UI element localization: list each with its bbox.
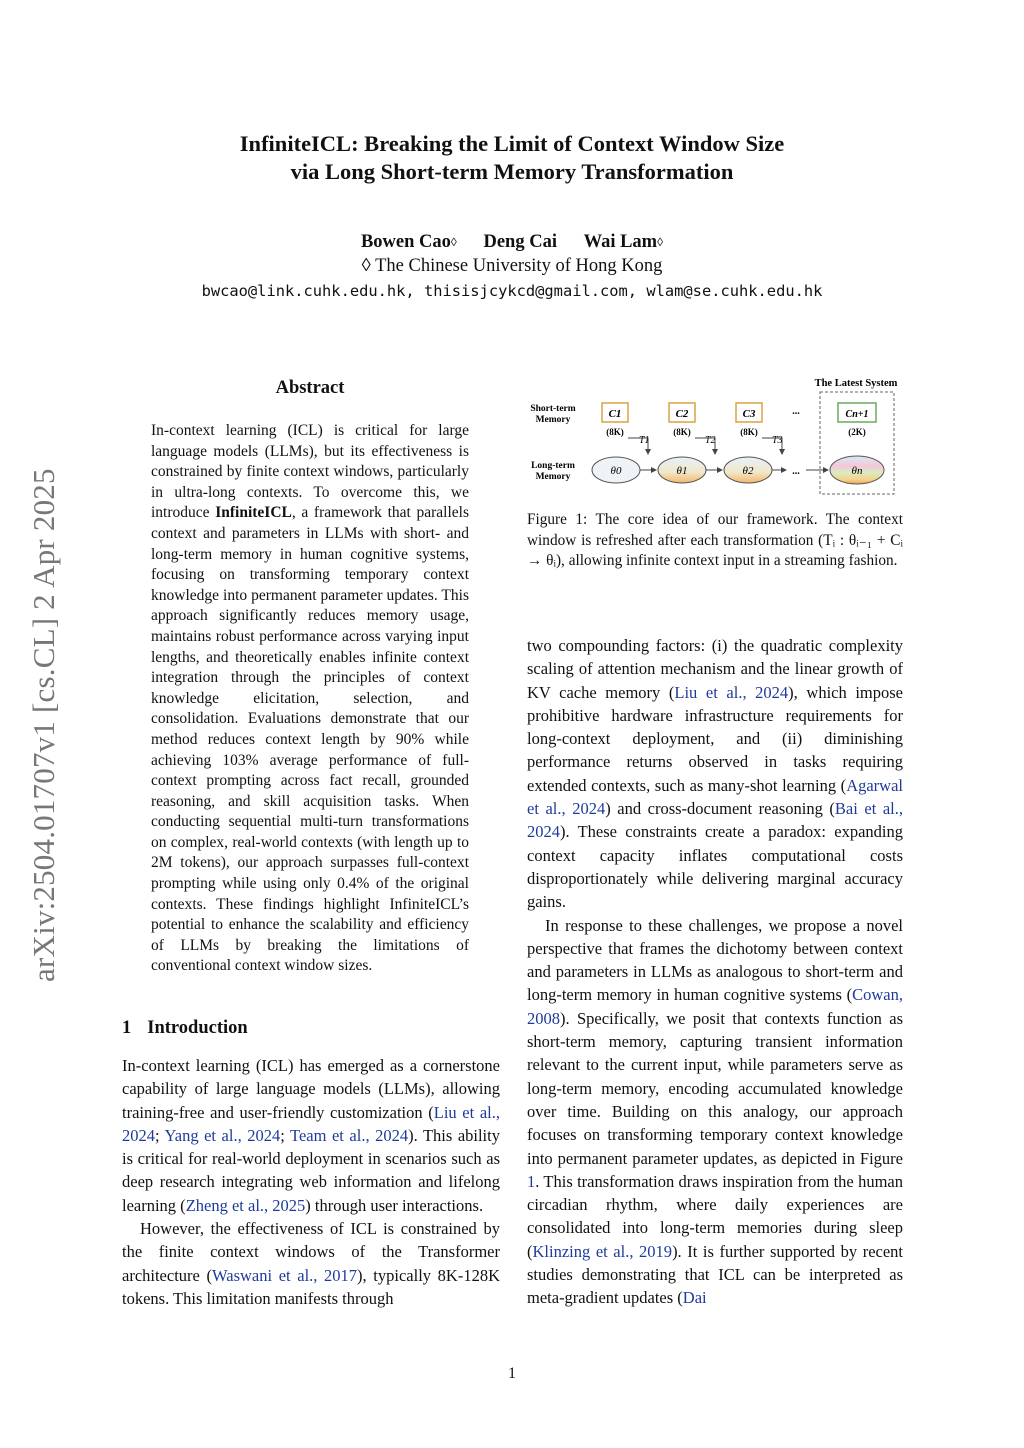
citation-link[interactable]: Liu et al., 2024 [122,1102,500,1145]
arxiv-stamp: arXiv:2504.01707v1 [cs.CL] 2 Apr 2025 [26,468,61,982]
citation-link[interactable]: Yang et al., 2024 [164,1125,281,1145]
short-term-label-2: Memory [535,415,571,425]
citation-link[interactable]: Team et al., 2024 [290,1125,409,1145]
context-size-2: (8K) [673,427,691,437]
intro-paragraph-1 [122,1054,500,1217]
author-1-name: Bowen Cao [360,232,451,252]
param-label-0: θ0 [610,465,622,477]
author-2 [483,232,557,252]
author-3-name: Wai Lam [583,232,658,252]
long-term-label-2: Memory [535,472,571,482]
text: ). Specifically, we posit that contexts function as short-term memory, capturing transient information relevant to the current input, while parameters serve as long-term memory, encoding accumulated knowledge over time. Building on this analogy, our approach focuses on transforming temporary context knowledge into permanent parameter updates, as depicted in Figure [527,1008,903,1168]
context-label-n: Cn+1 [845,409,869,420]
intro-right-paragraph-2 [527,914,903,1310]
title-line-1: InfiniteICL: Breaking the Limit of Context Window Size [239,131,785,156]
transform-label-3: T3 [772,435,783,446]
section-title: Introduction [147,1018,248,1038]
citation-link[interactable]: Liu et al., 2024 [674,682,789,702]
abstract-text-2: , a framework that parallels context and parameters in LLMs with short- and long-term memory in human cognitive systems, focusing on transforming temporary context knowledge into permanent parameter updates. This approach significantly reduces memory usage, maintains robust performance across varying input lengths, and theoretically enables infinite context integration through the principles of context knowledge elicitation, selection, and consolidation. Evaluations demonstrate that our method reduces context length by 90% while achieving 103% average performance of full-context prompting across fact recall, grounded reasoning, and skill acquisition tasks. When conducting sequential multi-turn transformations on complex, real-world contexts (with length up to 2M tokens), our approach surpasses full-context prompting while using only 0.4% of the original contexts. These findings highlight InfiniteICL’s potential to enhance the scalability and efficiency of LLMs by breaking the limitations of conventional context window sizes. [151,504,469,975]
abstract-text-1: In-context learning (ICL) is critical for large language models (LLMs), but its effectiveness is constrained by finite context windows, particularly in ultra-long contexts. To overcome this, we introduce [151,422,469,522]
intro-paragraph-2 [122,1217,500,1310]
intro-left-column [122,1054,500,1310]
param-label-1: θ1 [676,465,688,477]
citation-link[interactable]: Waswani et al., 2017 [212,1265,358,1285]
page-number: 1 [508,1365,516,1382]
author-list [0,230,1024,254]
citation-link[interactable]: Dai [682,1288,707,1308]
citation-link[interactable]: Cowan, 2008 [527,985,903,1028]
text: In response to these challenges, we propose a novel perspective that frames the dichotomy between context and parameters in LLMs as analogous to short-term and long-term memory in human cognitive systems ( [527,915,903,1005]
context-ellipsis: ... [792,406,800,417]
abstract-heading: Abstract [275,378,345,398]
text: two compounding factors: (i) the quadratic complexity scaling of attention mechanism and the linear growth of KV cache memory ( [527,636,903,702]
figure-reference-link[interactable]: 1 [527,1171,536,1191]
author-2-name: Deng Cai [483,232,557,252]
text: However, the effectiveness of ICL is constrained by the finite context windows of the Transformer architecture ( [122,1219,500,1285]
context-label-2: C2 [675,408,689,420]
section-number: 1 [122,1018,132,1038]
figure-1-caption: Figure 1: The core idea of our framework. The context window is refreshed after each transformation (Tᵢ : θᵢ₋₁ + Cᵢ → θᵢ), allowing infinite context input in a streaming fashion. [527,511,903,570]
intro-right-column [527,634,903,1310]
transform-label-2: T2 [705,435,716,446]
text: . This transformation draws inspiration from the human circadian rhythm, where daily experiences are consolidated into long-term memories during sleep ( [527,1171,903,1261]
title-line-2: via Long Short-term Memory Transformation [290,159,734,184]
param-label-2: θ2 [742,465,754,477]
context-size-3: (8K) [740,427,758,437]
citation-link[interactable]: Klinzing et al., 2019 [532,1241,673,1261]
section-heading-introduction [122,1018,248,1039]
param-label-n: θn [851,465,863,477]
text: In-context learning (ICL) has emerged as a cornerstone capability of large language models (LLMs), allowing training-free and user-friendly customization ( [122,1056,500,1122]
transform-label-1: T1 [639,435,650,446]
text: ) and cross-document reasoning ( [605,799,835,819]
author-1-mark: ◊ [450,235,457,249]
author-emails: bwcao@link.cuhk.edu.hk, thisisjcykcd@gmail.com, wlam@se.cuhk.edu.hk [201,282,823,300]
long-term-label-1: Long-term [531,461,575,471]
figure-1-diagram [524,374,904,498]
citation-link[interactable]: Agarwal et al., 2024 [527,775,903,819]
author-3-mark: ◊ [657,235,664,249]
text: ). These constraints create a paradox: expanding context capacity inflates computational costs disproportionately while delivering marginal accuracy gains. [527,822,903,912]
text: ), which impose prohibitive hardware infrastructure requirements for long-context deployment, and (ii) diminishing performance returns observed in tasks requiring extended contexts, such as many-shot learning ( [527,682,903,795]
text: ) through user interactions. [305,1195,484,1215]
context-size-n: (2K) [848,427,866,437]
intro-right-paragraph-1 [527,634,903,914]
author-3 [584,232,663,252]
latest-system-label: The Latest System [814,378,898,389]
affiliation: ◊ The Chinese University of Hong Kong [361,256,663,276]
context-label-3: C3 [742,408,756,420]
paper-title [0,130,1024,186]
short-term-label-1: Short-term [530,404,576,414]
context-size-1: (8K) [606,427,624,437]
citation-link[interactable]: Zheng et al., 2025 [185,1195,306,1215]
text: ). This ability is critical for real-world deployment in scenarios such as deep research integrating web information and lifelong learning ( [122,1125,500,1215]
text: ; [155,1125,165,1145]
text: ). It is further supported by recent studies demonstrating that ICL can be interpreted as meta-gradient updates ( [527,1241,904,1308]
citation-link[interactable]: Bai et al., 2024 [527,799,903,842]
param-ellipsis: ... [792,466,800,477]
abstract-body [151,421,469,977]
context-label-1: C1 [608,408,622,420]
text: ), typically 8K-128K tokens. This limitation manifests through [122,1265,500,1308]
abstract-highlight: InfiniteICL [215,504,292,522]
author-1 [361,232,457,252]
text: ; [280,1125,291,1145]
